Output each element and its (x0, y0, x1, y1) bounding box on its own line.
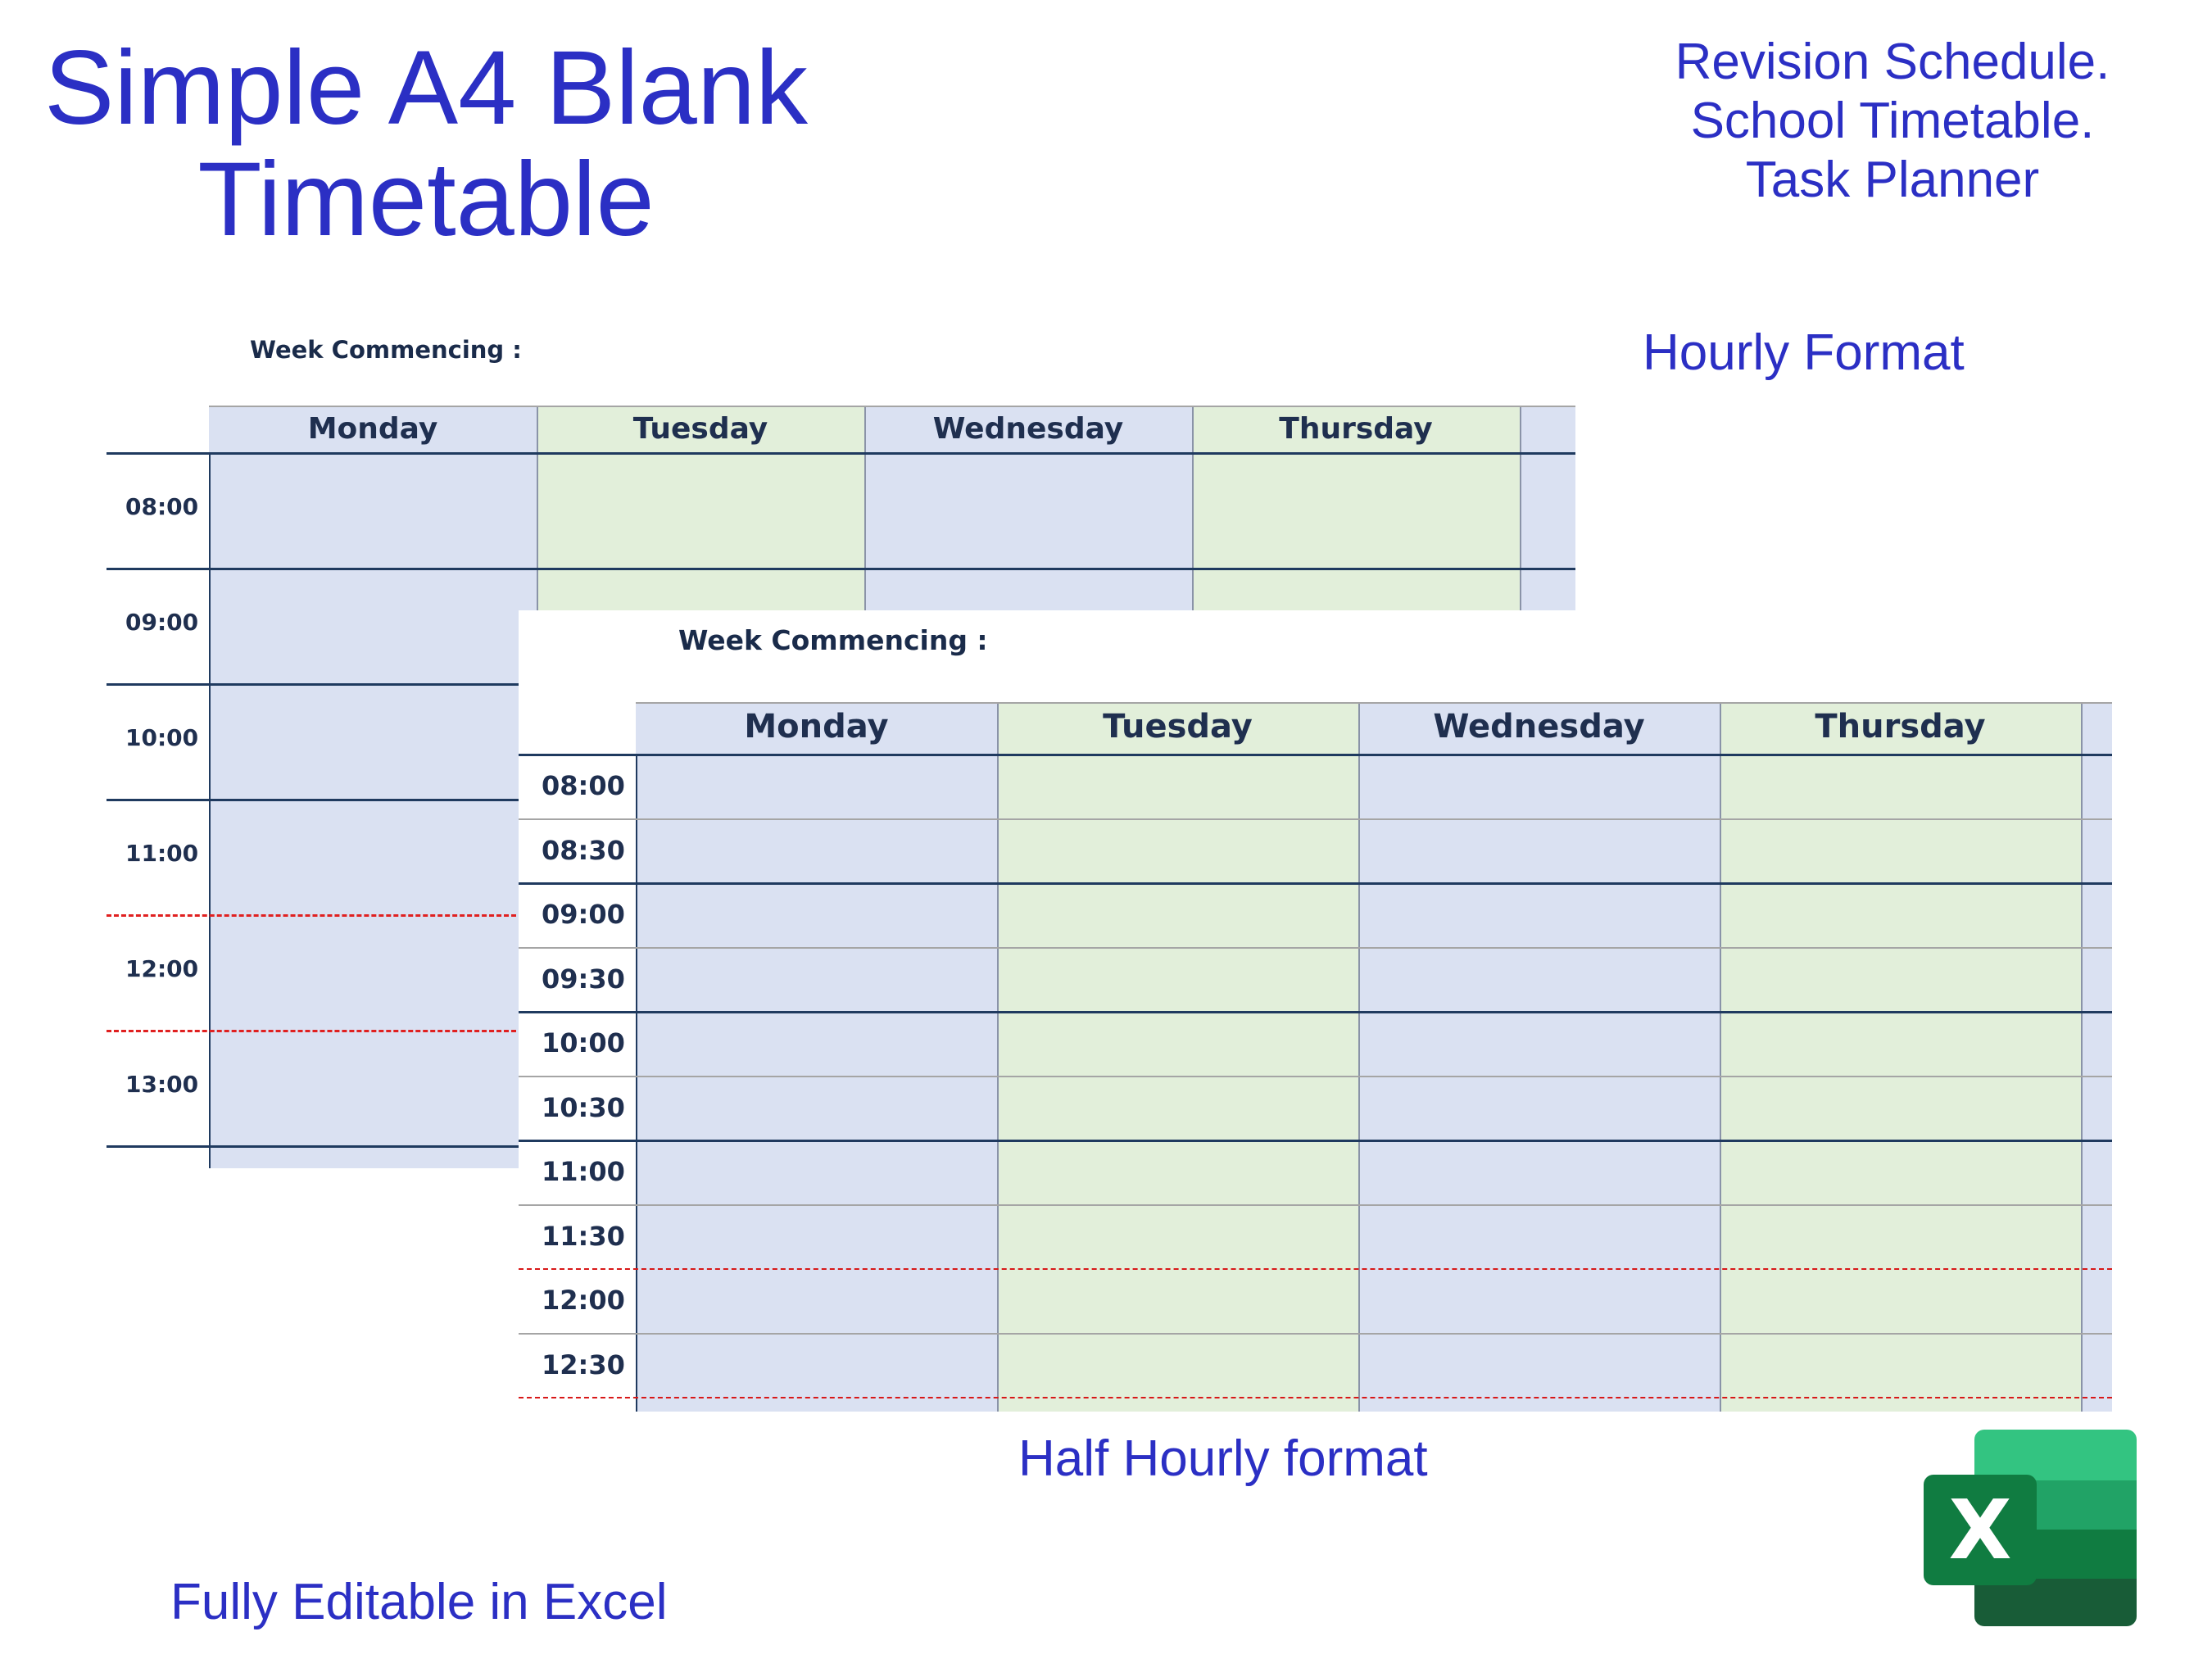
time-label: 08:30 (542, 834, 625, 866)
time-label: 10:00 (125, 724, 199, 751)
row-divider (519, 1333, 2112, 1335)
excel-icon-letter: X (1924, 1475, 2037, 1585)
hourly-format-label: Hourly Format (1643, 324, 1965, 381)
time-label: 13:00 (125, 1071, 199, 1098)
half-hourly-timetable (519, 610, 2112, 1409)
day-header-thursday: Thursday (1279, 412, 1433, 446)
purpose-school: School Timetable. (1690, 93, 2095, 149)
break-divider (519, 1268, 2112, 1270)
row-divider (519, 1204, 2112, 1206)
time-label: 10:30 (542, 1091, 625, 1123)
day-header-wednesday: Wednesday (1433, 708, 1645, 746)
day-column (997, 702, 1358, 1412)
purpose-task: Task Planner (1745, 152, 2040, 208)
row-divider (519, 1011, 2112, 1013)
column-divider (636, 754, 637, 1412)
day-header-wednesday: Wednesday (932, 412, 1124, 446)
day-header-thursday: Thursday (1815, 708, 1986, 746)
week-commencing-label: Week Commencing : (250, 336, 522, 364)
break-divider (107, 1030, 516, 1032)
time-label: 09:00 (542, 899, 625, 930)
row-divider (519, 947, 2112, 949)
day-column (1720, 702, 2081, 1412)
time-label: 09:00 (125, 609, 199, 636)
column-divider (997, 702, 999, 1412)
time-label: 12:30 (542, 1349, 625, 1380)
row-divider (519, 1140, 2112, 1142)
column-divider (2081, 702, 2083, 1412)
time-label: 08:00 (542, 770, 625, 801)
day-header-monday: Monday (744, 708, 889, 746)
overflow-column (2081, 702, 2112, 1412)
time-label: 12:00 (125, 955, 199, 982)
time-label: 11:30 (542, 1220, 625, 1252)
row-divider (107, 452, 1575, 455)
editable-in-excel-label: Fully Editable in Excel (170, 1574, 668, 1630)
day-column (1358, 702, 1720, 1412)
title-line-2: Timetable (197, 141, 655, 258)
day-header-tuesday: Tuesday (632, 412, 768, 446)
week-commencing-label: Week Commencing : (678, 624, 988, 656)
row-divider (519, 1076, 2112, 1077)
break-divider (519, 1397, 2112, 1398)
row-divider (519, 882, 2112, 885)
half-hourly-format-label: Half Hourly format (1018, 1430, 1428, 1487)
header-top-border (209, 406, 1575, 407)
row-divider (519, 754, 2112, 756)
time-label: 08:00 (125, 493, 199, 520)
day-column (636, 702, 997, 1412)
column-divider (1358, 702, 1360, 1412)
row-divider (107, 568, 1575, 570)
day-header-monday: Monday (307, 412, 438, 446)
purpose-list (1622, 33, 2163, 210)
header-top-border (636, 702, 2112, 704)
time-label: 09:30 (542, 963, 625, 995)
day-header-tuesday: Tuesday (1103, 708, 1253, 746)
purpose-revision: Revision Schedule. (1675, 34, 2110, 90)
title-line-1: Simple A4 Blank (43, 29, 809, 147)
time-label: 12:00 (542, 1285, 625, 1316)
row-divider (519, 818, 2112, 820)
column-divider (209, 452, 211, 1168)
excel-icon (1924, 1430, 2146, 1630)
time-label: 10:00 (542, 1027, 625, 1058)
day-column (209, 406, 537, 1168)
page-title (33, 29, 819, 258)
time-label: 11:00 (125, 840, 199, 867)
column-divider (1720, 702, 1721, 1412)
break-divider (107, 914, 516, 917)
time-label: 11:00 (542, 1156, 625, 1187)
